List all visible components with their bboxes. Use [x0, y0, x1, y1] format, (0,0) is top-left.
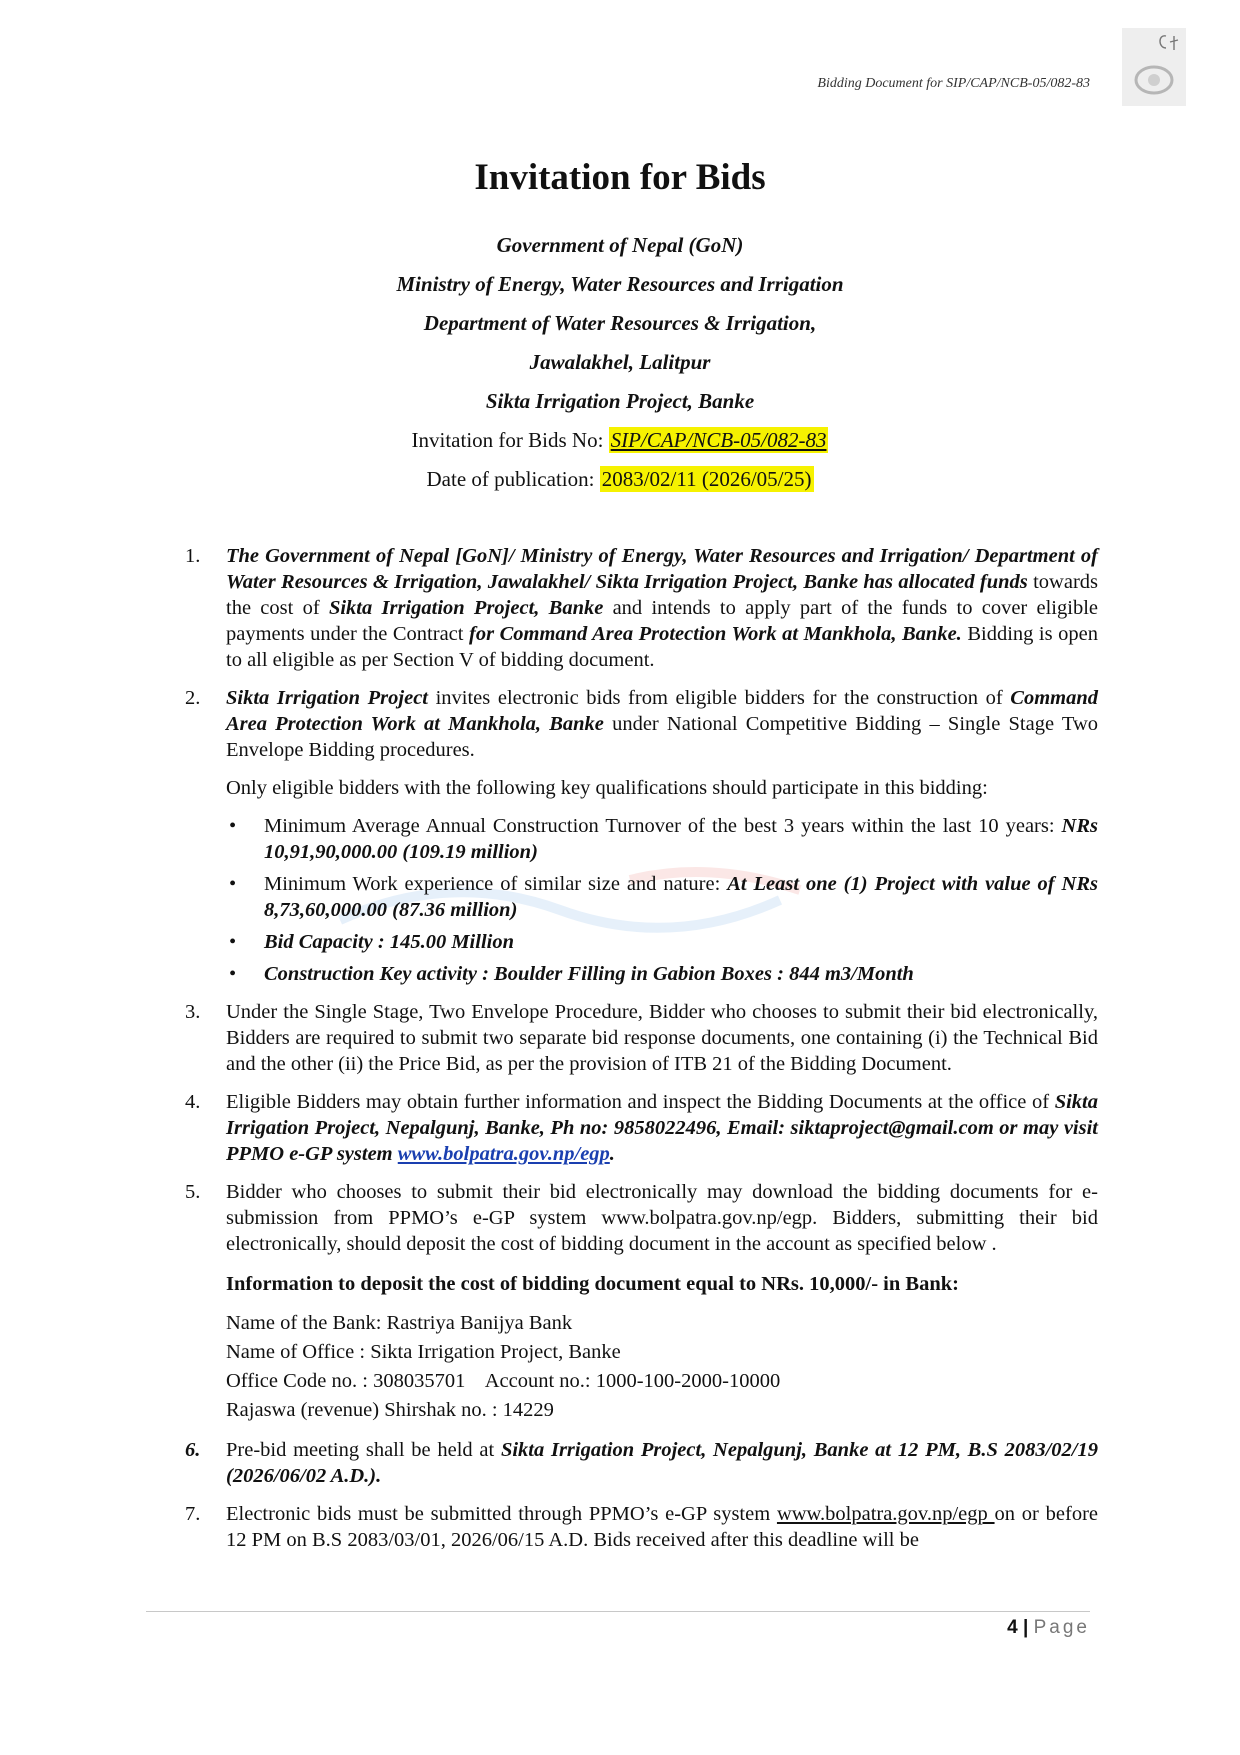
seal-stamp-icon [1122, 28, 1186, 106]
bullet-icon: • [229, 931, 237, 953]
ifb-number-value: SIP/CAP/NCB-05/082-83 [610, 428, 827, 452]
qualification-list [226, 813, 1098, 987]
item-text: Minimum Work experience of similar size and nature: [264, 873, 728, 895]
item-text: Pre-bid meeting shall be held at [226, 1439, 501, 1461]
bank-name: Name of the Bank: Rastriya Banijya Bank [226, 1312, 573, 1334]
item-paragraph [226, 685, 1098, 763]
item-text-bold: NRs 10,91,90,000.00 (109.19 million) [264, 815, 1098, 863]
item-text: Eligible Bidders may obtain further information and inspect the Bidding Documents at the office of [226, 1091, 1055, 1113]
qualification-item [226, 813, 1098, 865]
qualification-intro: Only eligible bidders with the following key qualifications should participate in this bidding: [226, 777, 988, 799]
issuer-line-department: Department of Water Resources & Irrigation, [423, 311, 817, 335]
list-item [185, 1179, 1098, 1425]
item-text-bold: for Command Area Protection Work at Mankhola, Banke. [469, 623, 962, 645]
issuer-line-ministry: Ministry of Energy, Water Resources and Irrigation [396, 272, 844, 296]
item-number: 5. [185, 1181, 201, 1203]
item-text: invites electronic bids from eligible bidders for the construction of [428, 687, 1011, 709]
item-number: 2. [185, 687, 201, 709]
page-number: 4 [1007, 1617, 1018, 1638]
rajaswa-shirshak: Rajaswa (revenue) Shirshak no. : 14229 [226, 1399, 554, 1421]
ifb-number-line [0, 421, 1240, 460]
item-number: 1. [185, 545, 201, 567]
list-item [185, 685, 1098, 987]
issuer-block [0, 226, 1240, 499]
item-number: 7. [185, 1503, 201, 1525]
page-title: Invitation for Bids [474, 157, 766, 198]
item-text: Under the Single Stage, Two Envelope Procedure, Bidder who chooses to submit their bid electronically, Bidders are required to submit two separate bid response documents, one containing (i) the Technical Bid and the other (ii) the Price Bid, as per the provision of ITB 21 of the Bidding Document. [226, 1001, 1098, 1075]
item-text-bold: The Government of Nepal [GoN]/ Ministry of Energy, Water Resources and Irrigation/ Department of Water Resources & Irrigation, Jawalakhel/ Sikta Irrigation Project, Banke has allocated funds [226, 545, 1098, 593]
issuer-line-gon: Government of Nepal (GoN) [496, 233, 744, 257]
egp-link[interactable]: www.bolpatra.gov.np/egp [397, 1143, 610, 1165]
issuer-line-location: Jawalakhel, Lalitpur [529, 350, 711, 374]
qualification-item [226, 929, 1098, 955]
item-text-bold: Construction Key activity : Boulder Filling in Gabion Boxes : 844 m3/Month [264, 963, 914, 985]
bullet-icon: • [229, 815, 237, 837]
item-text-bold: . [609, 1143, 615, 1165]
item-text-bold: Sikta Irrigation Project, Nepalgunj, Banke at 12 PM, B.S 2083/02/19 (2026/06/02 A.D.). [226, 1439, 1099, 1487]
qualification-item [226, 961, 1098, 987]
list-item [185, 1437, 1098, 1489]
office-code-account: Office Code no. : 308035701 Account no.: 1000-100-2000-10000 [226, 1370, 781, 1392]
qualification-item [226, 871, 1098, 923]
item-text-bold: Sikta Irrigation Project, Nepalgunj, Banke, Ph no: 9858022496, Email: siktaproject@gmail.com or may visit PPMO e-GP system [226, 1091, 1098, 1165]
item-text: under National Competitive Bidding – Single Stage Two Envelope Bidding procedures. [226, 713, 1098, 761]
list-item [185, 999, 1098, 1077]
bullet-icon: • [229, 963, 237, 985]
item-number: 6. [185, 1439, 201, 1461]
page-separator: | [1017, 1617, 1034, 1638]
item-text: towards the cost of [226, 571, 1099, 619]
bank-info-heading: Information to deposit the cost of bidding document equal to NRs. 10,000/- in Bank: [226, 1273, 959, 1295]
document-body [185, 543, 1098, 1565]
item-text: Bidder who chooses to submit their bid electronically may download the bidding documents for e-submission from PPMO’s e-GP system www.bolpatra.gov.np/egp. Bidders, submitting their bid electronically, should deposit the cost of bidding document in the account as specified below . [226, 1181, 1098, 1255]
publication-date-label: Date of publication: [426, 467, 600, 491]
item-text-bold: Command Area Protection Work at Mankhola, Banke [226, 687, 1098, 735]
item-text-bold: Sikta Irrigation Project [226, 687, 428, 709]
publication-date-line [0, 460, 1240, 499]
publication-date-value: 2083/02/11 (2026/05/25) [601, 467, 812, 491]
item-text-bold: Bid Capacity : 145.00 Million [264, 931, 514, 953]
list-item [185, 1501, 1098, 1553]
item-number: 4. [185, 1091, 201, 1113]
bullet-icon: • [229, 873, 237, 895]
item-text: Electronic bids must be submitted through PPMO’s e-GP system [226, 1503, 777, 1525]
ifb-number-label: Invitation for Bids No: [411, 428, 609, 452]
item-text: and intends to apply part of the funds to cover eligible payments under the Contract [226, 597, 1098, 645]
item-number: 3. [185, 1001, 201, 1023]
issuer-line-project: Sikta Irrigation Project, Banke [485, 389, 755, 413]
list-item [185, 543, 1098, 673]
item-text: Bidding is open to all eligible as per Section V of bidding document. [226, 623, 1098, 671]
footer-divider [146, 1611, 1090, 1612]
header-reference: Bidding Document for SIP/CAP/NCB-05/082-83 [817, 76, 1090, 91]
list-item [185, 1089, 1098, 1167]
item-text-bold: Sikta Irrigation Project, Banke [328, 597, 604, 619]
item-text: Minimum Average Annual Construction Turnover of the best 3 years within the last 10 years: [264, 815, 1062, 837]
page-footer [1007, 1617, 1090, 1639]
office-name: Name of Office : Sikta Irrigation Project, Banke [226, 1341, 621, 1363]
page-label: Page [1033, 1617, 1090, 1638]
item-text: on or before 12 PM on B.S 2083/03/01, 2026/06/15 A.D. Bids received after this deadline will be [226, 1503, 1098, 1551]
item-text-bold: At Least one (1) Project with value of NRs 8,73,60,000.00 (87.36 million) [264, 873, 1099, 921]
egp-link[interactable]: www.bolpatra.gov.np/egp [776, 1503, 995, 1525]
